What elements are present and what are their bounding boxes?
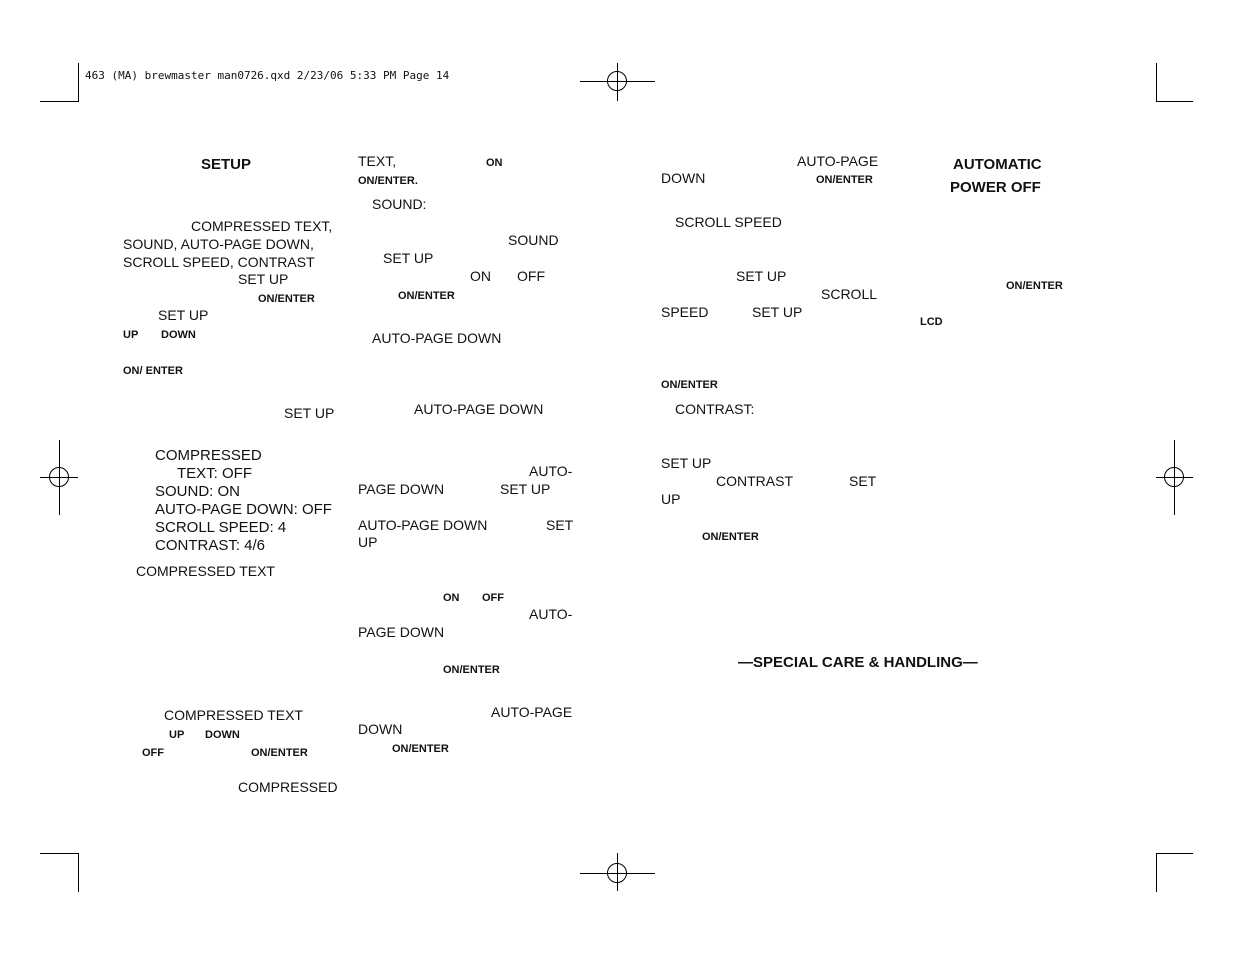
section-label: SCROLL SPEED xyxy=(675,214,782,230)
text-line: AUTO-PAGE xyxy=(797,153,879,169)
text-line: PAGE DOWN xyxy=(358,481,445,497)
text-line: COMPRESSED TEXT, xyxy=(191,218,333,234)
button-name-text: DOWN xyxy=(205,729,240,741)
text-line: COMPRESSED TEXT xyxy=(164,707,303,723)
button-name-text: DOWN xyxy=(161,329,196,341)
text-line: SET UP xyxy=(500,481,551,497)
section-label: CONTRAST: xyxy=(675,401,755,417)
text-line: UP xyxy=(661,491,681,507)
text-line: COMPRESSED xyxy=(238,779,338,795)
text-line: AUTO-PAGE DOWN xyxy=(358,517,488,533)
text-line: DOWN xyxy=(358,721,403,737)
text-line: SET UP xyxy=(736,268,787,284)
text-line: ON xyxy=(470,268,491,284)
button-name-text: UP xyxy=(123,329,139,341)
text-line: DOWN xyxy=(661,170,706,186)
automatic-heading: AUTOMATIC xyxy=(953,156,1042,173)
button-name-text: ON/ENTER xyxy=(1006,280,1063,292)
button-name-text: ON/ENTER xyxy=(258,293,315,305)
button-name-text: ON/ENTER. xyxy=(358,175,418,187)
button-name-text: ON xyxy=(443,592,460,604)
text-line: AUTO-PAGE xyxy=(491,704,573,720)
text-line: SOUND, AUTO-PAGE DOWN, xyxy=(123,236,314,252)
text-line: COMPRESSED TEXT xyxy=(136,563,275,579)
display-line: SOUND: ON xyxy=(155,483,241,500)
text-line: SET xyxy=(546,517,574,533)
display-line: AUTO-PAGE DOWN: OFF xyxy=(155,501,332,518)
text-line: SPEED xyxy=(661,304,709,320)
button-name-text: ON/ENTER xyxy=(661,379,718,391)
text-line: AUTO-PAGE DOWN xyxy=(414,401,544,417)
section-label: AUTO-PAGE DOWN xyxy=(372,330,502,346)
text-line: SCROLL SPEED, CONTRAST xyxy=(123,254,315,270)
text-line: SET UP xyxy=(752,304,803,320)
button-name-text: ON/ENTER xyxy=(443,664,500,676)
text-line: SET UP xyxy=(284,405,335,421)
setup-heading: SETUP xyxy=(201,156,252,173)
text-line: SET UP xyxy=(158,307,209,323)
button-name-text: UP xyxy=(169,729,185,741)
text-line: CONTRAST xyxy=(716,473,793,489)
text-line: TEXT, xyxy=(358,153,397,169)
file-slug: 463 (MA) brewmaster man0726.qxd 2/23/06 5:33 PM Page 14 xyxy=(85,69,450,82)
text-line: AUTO- xyxy=(529,463,573,479)
text-line: SET UP xyxy=(661,455,712,471)
section-label: SOUND: xyxy=(372,196,427,212)
text-line: AUTO- xyxy=(529,606,573,622)
button-name-text: ON/ENTER xyxy=(702,531,759,543)
text-line: SCROLL xyxy=(821,286,878,302)
button-name-text: ON/ENTER xyxy=(251,747,308,759)
text-line: PAGE DOWN xyxy=(358,624,445,640)
text-line: SET xyxy=(849,473,877,489)
display-line: TEXT: OFF xyxy=(177,465,252,482)
button-name-text: OFF xyxy=(482,592,504,604)
power-off-heading: POWER OFF xyxy=(950,179,1041,196)
button-name-text: ON/ENTER xyxy=(392,743,449,755)
display-line: CONTRAST: 4/6 xyxy=(155,537,266,554)
text-line: UP xyxy=(358,534,378,550)
text-line: SOUND xyxy=(508,232,559,248)
display-line: COMPRESSED xyxy=(155,447,262,464)
button-name-text: OFF xyxy=(142,747,164,759)
text-line: SET UP xyxy=(238,271,289,287)
button-name-text: ON/ ENTER xyxy=(123,365,183,377)
text-line: SET UP xyxy=(383,250,434,266)
button-name-text: ON/ENTER xyxy=(398,290,455,302)
lcd-text: LCD xyxy=(920,316,943,328)
special-care-heading: —SPECIAL CARE & HANDLING— xyxy=(738,654,978,671)
text-line: OFF xyxy=(517,268,545,284)
button-name-text: ON xyxy=(486,157,503,169)
display-line: SCROLL SPEED: 4 xyxy=(155,519,287,536)
button-name-text: ON/ENTER xyxy=(816,174,873,186)
